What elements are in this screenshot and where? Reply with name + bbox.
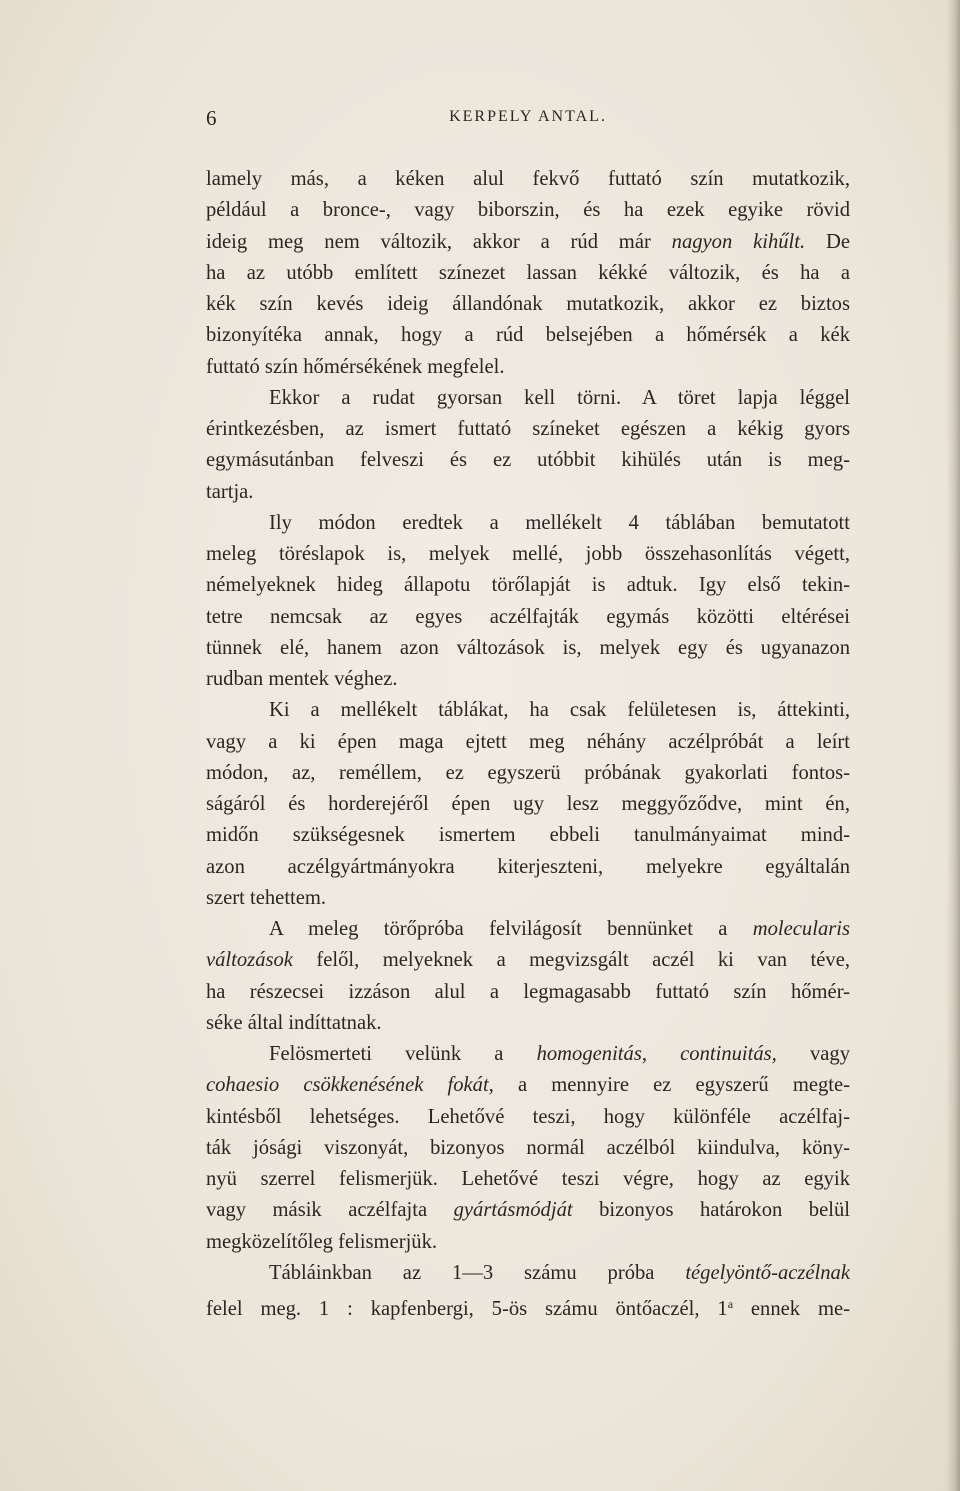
page-edge-shadow bbox=[946, 0, 960, 1491]
text-line: tartja. bbox=[206, 480, 254, 503]
text-line: séke által indíttatnak. bbox=[206, 1011, 382, 1034]
text-line: Ekkor a rudat gyorsan kell törni. A töret lapja léggel bbox=[269, 386, 850, 409]
paragraph-5 bbox=[206, 914, 850, 1039]
text-line: lamely más, a kéken alul fekvő futtató szín mutatkozik, bbox=[206, 168, 850, 190]
text-line: vagy a ki épen maga ejtett meg néhány aczélpróbát a leírt bbox=[206, 730, 850, 753]
italic-text: cohaesio csökkenésének fokát, bbox=[206, 1074, 494, 1097]
italic-text: molecularis bbox=[752, 918, 850, 940]
text-line bbox=[206, 1258, 850, 1289]
text-line: futtató szín hőmérsékének megfelel. bbox=[206, 355, 505, 378]
page-number: 6 bbox=[206, 106, 217, 130]
text-line: rudban mentek véghez. bbox=[206, 668, 398, 690]
text-run: Tábláinkban az 1—3 számu próba bbox=[269, 1261, 686, 1284]
running-head: KERPELY ANTAL. bbox=[449, 108, 607, 125]
text-line: Ki a mellékelt táblákat, ha csak felületesen is, áttekinti, bbox=[269, 699, 850, 722]
italic-text: változások bbox=[206, 949, 293, 972]
text-line: ha az utóbb említett színezet lassan kékké változik, és ha a bbox=[206, 261, 850, 284]
text-run bbox=[647, 1043, 680, 1065]
text-line: midőn szükségesnek ismertem ebbeli tanulmányaimat mind- bbox=[206, 824, 850, 847]
text-line: meleg töréslapok is, melyek mellé, jobb összehasonlítás végett, bbox=[206, 543, 850, 565]
text-line: kék szín kevés ideig állandónak mutatkozik, akkor ez biztos bbox=[206, 293, 850, 315]
text-run: ennek me- bbox=[733, 1298, 850, 1320]
text-run: A meleg törőpróba felvilágosít bennünket a bbox=[269, 918, 753, 940]
text-line: például a bronce-, vagy biborszin, és ha ezek egyike rövid bbox=[206, 199, 850, 222]
italic-text: gyártásmódját bbox=[453, 1199, 573, 1222]
text-line: kintésből lehetséges. Lehetővé teszi, hogy különféle aczélfaj- bbox=[206, 1105, 850, 1128]
text-run: vagy bbox=[776, 1043, 850, 1065]
text-line: némelyeknek hideg állapotu törőlapját is adtuk. Igy első tekin- bbox=[206, 574, 850, 597]
text-line: módon, az, reméllem, ez egyszerü próbának gyakorlati fontos- bbox=[206, 761, 850, 784]
text-run: Felösmerteti velünk a bbox=[269, 1043, 537, 1065]
text-line bbox=[206, 1289, 850, 1320]
italic-text: nagyon kihűlt. bbox=[671, 230, 806, 253]
text-line: bizonyítéka annak, hogy a rúd belsejében a hőmérsék a kék bbox=[206, 324, 850, 347]
text-line: egymásutánban felveszi és ez utóbbit kihülés után is meg- bbox=[206, 449, 850, 472]
paragraph-1 bbox=[206, 164, 850, 383]
italic-text: continuitás, bbox=[680, 1043, 777, 1065]
text-line: tetre nemcsak az egyes aczélfajták egymás közötti eltérései bbox=[206, 605, 850, 628]
text-run: vagy másik aczélfajta bbox=[206, 1199, 454, 1222]
text-line: érintkezésben, az ismert futtató színeket egészen a kékig gyors bbox=[206, 418, 850, 440]
text-run: felel meg. 1 : kapfenbergi, 5-ös számu öntőaczél, 1 bbox=[206, 1298, 728, 1320]
text-line bbox=[206, 1070, 850, 1101]
text-line bbox=[206, 914, 850, 945]
paragraph-4 bbox=[206, 695, 850, 914]
superscript: a bbox=[727, 1297, 734, 1311]
text-run: ideig meg nem változik, akkor a rúd már bbox=[206, 230, 672, 253]
text-line: ták jósági viszonyát, bizonyos normál aczélból kiindulva, köny- bbox=[206, 1136, 850, 1159]
paragraph-7 bbox=[206, 1258, 850, 1321]
body-text bbox=[206, 164, 850, 1320]
text-line: ha részecsei izzáson alul a legmagasabb futtató szín hőmér- bbox=[206, 980, 850, 1003]
paragraph-6 bbox=[206, 1039, 850, 1258]
text-line bbox=[206, 945, 850, 976]
text-run: De bbox=[805, 230, 850, 253]
italic-text: tégelyöntő-aczélnak bbox=[685, 1261, 850, 1284]
text-line: ságáról és horderejéről épen ugy lesz meggyőződve, mint én, bbox=[206, 793, 850, 815]
text-run: bizonyos határokon belül bbox=[572, 1199, 850, 1222]
text-line bbox=[206, 227, 850, 258]
paragraph-3 bbox=[206, 508, 850, 696]
text-line bbox=[206, 1195, 850, 1226]
text-line: megközelítőleg felismerjük. bbox=[206, 1230, 438, 1253]
text-line: szert tehettem. bbox=[206, 886, 327, 909]
italic-text: homogenitás, bbox=[536, 1043, 647, 1065]
text-line bbox=[206, 1039, 850, 1070]
page-header bbox=[206, 106, 850, 136]
text-run: a mennyire ez egyszerű megte- bbox=[493, 1074, 850, 1097]
text-run: felől, melyeknek a megvizsgált aczél ki van téve, bbox=[292, 949, 850, 972]
text-line: tünnek elé, hanem azon változások is, melyek egy és ugyanazon bbox=[206, 636, 850, 659]
text-line: azon aczélgyártmányokra kiterjeszteni, melyekre egyáltalán bbox=[206, 855, 850, 878]
paragraph-2 bbox=[206, 383, 850, 508]
text-line: nyü szerrel felismerjük. Lehetővé teszi végre, hogy az egyik bbox=[206, 1168, 850, 1190]
text-line: Ily módon eredtek a mellékelt 4 táblában bemutatott bbox=[269, 511, 850, 534]
